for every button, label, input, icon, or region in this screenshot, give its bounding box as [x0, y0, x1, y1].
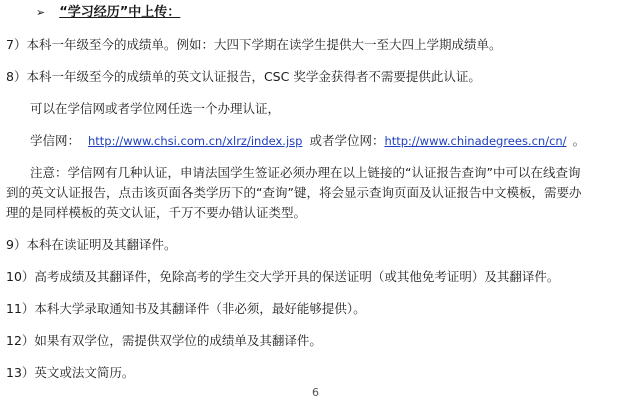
arrow-bullet-icon: ➢ [36, 6, 46, 19]
list-item-9: 9）本科在读证明及其翻译件。 [6, 237, 177, 252]
note-line-1: 注意：学信网有几种认证，申请法国学生签证必须办理在以上链接的“认证报告查询”中可以在线查询 [30, 165, 581, 180]
sentence-end: 。 [572, 133, 586, 148]
list-item-8-sub-1: 可以在学信网或者学位网任选一个办理认证， [30, 101, 281, 116]
section-heading [36, 1, 180, 20]
list-item-12: 12）如果有双学位，需提供双学位的成绩单及其翻译件。 [6, 333, 322, 348]
list-item-11: 11）本科大学录取通知书及其翻译件（非必须，最好能够提供）。 [6, 301, 366, 316]
list-item-8: 8）本科一年级至今的成绩单的英文认证报告，CSC 奖学金获得者不需要提供此认证。 [6, 69, 481, 84]
xuexin-link[interactable]: http://www.chsi.com.cn/xlrz/index.jsp [88, 134, 303, 148]
note-line-3: 理的是同样模板的英文认证，千万不要办错认证类型。 [6, 205, 307, 220]
note-line-2: 到的英文认证报告，点击该页面各类学历下的“查询”键，将会显示查询页面及认证报告中文模板，需要办 [6, 185, 582, 200]
page-number: 6 [312, 386, 319, 399]
section-heading-text: “学习经历”中上传： [59, 5, 181, 20]
xuewei-link[interactable]: http://www.chinadegrees.cn/cn/ [384, 134, 567, 148]
list-item-13: 13）英文或法文简历。 [6, 365, 135, 380]
list-item-8-sub-2 [30, 133, 585, 149]
xuexin-label: 学信网： [30, 133, 81, 148]
list-item-7: 7）本科一年级至今的成绩单。例如：大四下学期在读学生提供大一至大四上学期成绩单。 [6, 37, 502, 52]
list-item-10: 10）高考成绩及其翻译件，免除高考的学生交大学开具的保送证明（或其他免考证明）及其翻译件。 [6, 269, 560, 284]
xuewei-label: 或者学位网： [309, 133, 385, 148]
